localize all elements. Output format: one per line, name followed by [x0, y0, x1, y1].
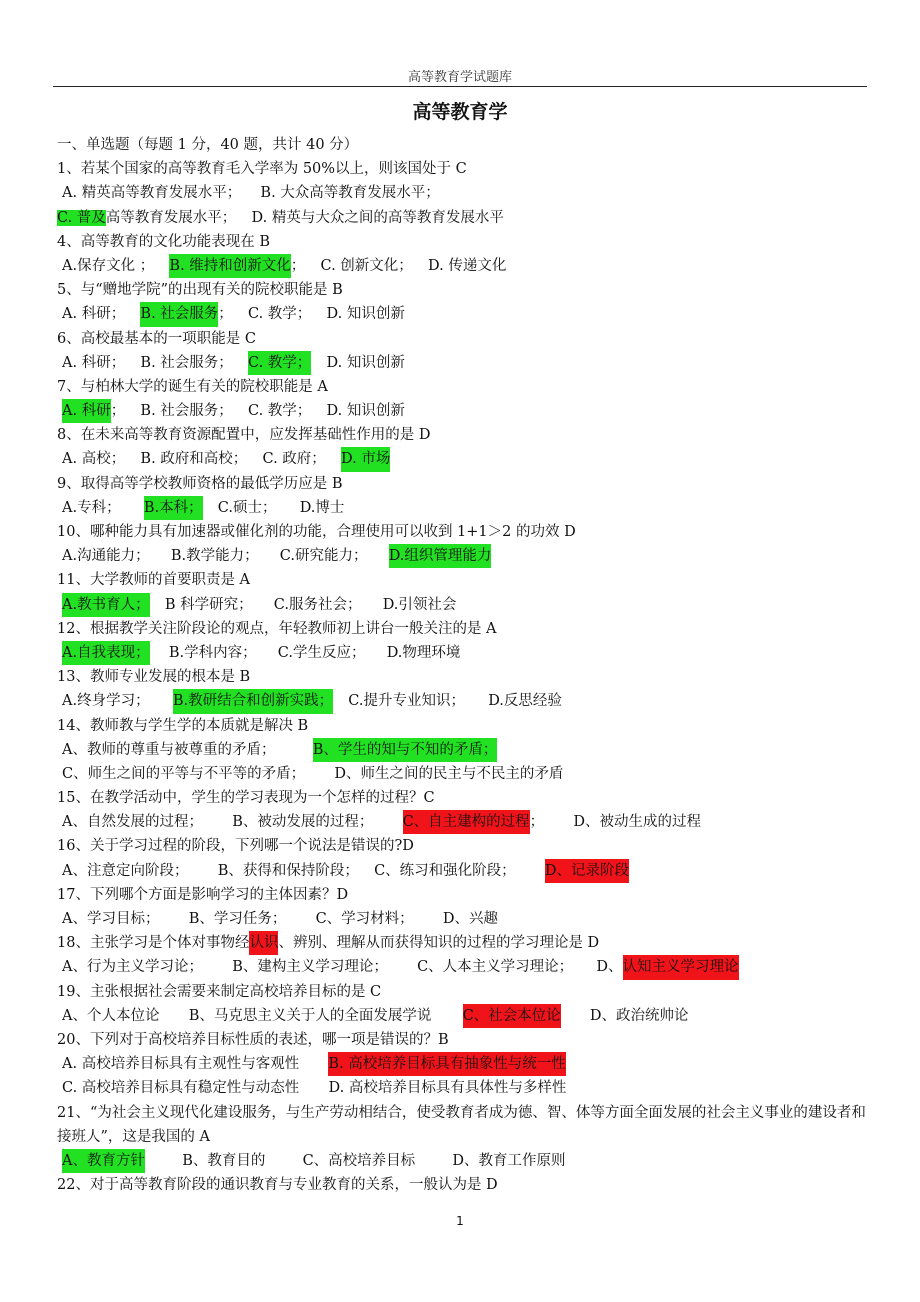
option-d: D、被动生成的过程 — [573, 814, 702, 831]
option-a: A.教书育人； — [62, 593, 150, 617]
question-stem: 10、哪种能力具有加速器或催化剂的功能，合理使用可以收到 1+1＞2 的功效 D — [57, 524, 576, 540]
question-options — [57, 859, 872, 883]
option-b: B、学生的知与不知的矛盾； — [313, 738, 498, 762]
option-d: D. 知识创新 — [326, 306, 405, 323]
option-d: D.博士 — [299, 499, 345, 516]
option-a: A. 科研 — [62, 399, 111, 423]
option-d: D. 传递文化 — [428, 257, 507, 274]
option-c: C. 政府； — [262, 451, 326, 468]
option-b: B. 社会服务； — [140, 354, 233, 371]
option-c: C、自主建构的过程 — [403, 810, 530, 834]
option-c: C、高校培养目标 — [302, 1152, 416, 1169]
option-a: A. 科研； — [62, 306, 126, 323]
question-options — [57, 206, 872, 230]
option-c: C.硕士； — [217, 499, 277, 516]
option-c: C、师生之间的平等与不平等的矛盾； — [62, 765, 306, 782]
option-a: A.沟通能力； — [62, 548, 150, 565]
option-d: D.组织管理能力 — [389, 544, 492, 568]
option-b: B. 维持和创新文化 — [169, 254, 290, 278]
option-d: D.引领社会 — [382, 596, 457, 613]
option-d: D.物理环境 — [386, 644, 461, 661]
option-d: D. 高校培养目标具有具体性与多样性 — [328, 1080, 567, 1097]
question-options — [57, 955, 872, 979]
option-c: C. 创新文化； — [320, 257, 413, 274]
option-a: A. 高校； — [62, 451, 126, 468]
question-stem: 18、主张学习是个体对事物经认识、辨别、理解从而获得知识的过程的学习理论是 D — [57, 931, 872, 955]
option-a: A.自我表现； — [62, 641, 150, 665]
option-b: B. 社会服务 — [140, 302, 218, 326]
option-c-rest: 高等教育发展水平； — [105, 209, 237, 226]
option-a: A、教育方针 — [62, 1149, 145, 1173]
option-a: A. 科研； — [62, 354, 126, 371]
question-options — [57, 496, 872, 520]
option-a: A、学习目标； — [62, 911, 160, 927]
question-stem: 12、根据教学关注阶段论的观点，年轻教师初上讲台一般关注的是 A — [57, 620, 497, 637]
option-c: C. 高校培养目标具有稳定性与动态性 — [62, 1080, 300, 1097]
option-a: A、注意定向阶段； — [62, 862, 189, 879]
question-options — [57, 447, 872, 471]
option-b: B.教研结合和创新实践； — [173, 689, 333, 713]
question-options — [57, 738, 872, 762]
option-b: B. 高校培养目标具有抽象性与统一性 — [328, 1052, 565, 1076]
question-options — [57, 593, 872, 617]
option-d: 认知主义学习理论 — [623, 955, 739, 979]
question-options: A. 科研； B. 社会服务； C. 教学； D. 知识创新 — [57, 399, 872, 423]
option-a: A.保存文化 ； — [62, 257, 155, 274]
question-stem: 22、对于高等教育阶段的通识教育与专业教育的关系，一般认为是 D — [57, 1177, 498, 1194]
question-stem: 21、“为社会主义现代化建设服务，与生产劳动相结合，使受教育者成为德、智、体等方面全面发展的社会主义事业的建设者和接班人”，这是我国的 A — [57, 1104, 866, 1145]
option-b: B、获得和保持阶段； — [217, 862, 359, 879]
question-stem: 4、高等教育的文化功能表现在 B — [57, 233, 270, 250]
running-header: 高等教育学试题库 — [407, 70, 512, 85]
option-c: C、社会本位论 — [463, 1004, 561, 1028]
question-stem: 5、与“赠地学院”的出现有关的院校职能是 B — [57, 282, 343, 299]
option-b: B. 政府和高校； — [140, 451, 248, 468]
option-d-label: D、 — [596, 959, 623, 976]
option-c: C.研究能力； — [279, 548, 368, 565]
option-c: C. 教学； — [248, 403, 312, 420]
option-b: B.学科内容； — [168, 644, 257, 661]
option-a: A、行为主义学习论； — [62, 959, 203, 976]
question-options: A、自然发展的过程； B、被动发展的过程； C、自主建构的过程； D、被动生成的过程 — [57, 810, 872, 834]
question-stem: 20、下列对于高校培养目标性质的表述，哪一项是错误的？B — [57, 1031, 449, 1048]
question-stem: 16、关于学习过程的阶段，下列哪一个说法是错误的?D — [57, 838, 414, 855]
question-stem: 9、取得高等学校教师资格的最低学历应是 B — [57, 475, 343, 492]
option-b: B、教育目的 — [182, 1152, 266, 1169]
question-options — [57, 1149, 872, 1173]
question-options — [57, 1004, 872, 1028]
option-c: C.提升专业知识； — [348, 693, 465, 710]
option-d: D、教育工作原则 — [452, 1152, 566, 1169]
option-d: D. 精英与大众之间的高等教育发展水平 — [251, 209, 504, 226]
question-options — [57, 1076, 872, 1100]
question-stem: 7、与柏林大学的诞生有关的院校职能是 A — [57, 378, 328, 395]
question-options — [57, 641, 872, 665]
question-options — [57, 544, 872, 568]
stem-highlight: 认识 — [249, 931, 278, 955]
option-c-highlight: C. 普及 — [57, 209, 106, 226]
question-stem: 17、下列哪个方面是影响学习的主体因素？D — [57, 886, 349, 903]
question-options — [57, 689, 872, 713]
question-stem: 14、教师教与学生学的本质就是解决 B — [57, 717, 309, 734]
section-heading: 一、单选题（每题 1 分，40 题，共计 40 分） — [57, 137, 359, 153]
option-c: C.学生反应； — [277, 644, 366, 661]
question-options — [57, 762, 872, 786]
option-b: B. 大众高等教育发展水平； — [260, 185, 440, 202]
option-c: C. 教学； — [248, 351, 311, 375]
option-b: B.教学能力； — [170, 548, 259, 565]
question-options — [57, 351, 872, 375]
question-options — [57, 907, 872, 931]
option-a: A. 高校培养目标具有主观性与客观性 — [62, 1056, 300, 1073]
question-stem: 6、高校最基本的一项职能是 C — [57, 330, 256, 347]
option-b: B. 社会服务； — [140, 403, 233, 420]
option-a: A、个人本位论 — [62, 1007, 160, 1024]
option-a: A、教师的尊重与被尊重的矛盾； — [62, 741, 276, 758]
header-rule — [53, 86, 867, 87]
option-b: B、马克思主义关于人的全面发展学说 — [188, 1007, 432, 1024]
option-c: C. 教学； — [248, 306, 312, 323]
option-c: C、学习材料； — [315, 911, 414, 927]
question-options — [57, 181, 872, 205]
option-d: D. 知识创新 — [326, 354, 405, 371]
option-d: D.反思经验 — [488, 693, 562, 710]
option-b: B、被动发展的过程； — [232, 814, 374, 831]
question-options: A. 科研； B. 社会服务； C. 教学； D. 知识创新 — [57, 302, 872, 326]
question-options: A.保存文化 ； B. 维持和创新文化； C. 创新文化； D. 传递文化 — [57, 254, 872, 278]
question-stem: 13、教师专业发展的根本是 B — [57, 669, 251, 686]
question-stem: 11、大学教师的首要职责是 A — [57, 572, 251, 589]
option-b: B、学习任务； — [188, 911, 287, 927]
option-a: A.终身学习； — [62, 693, 150, 710]
option-b: B.本科； — [144, 496, 203, 520]
option-c: C、练习和强化阶段； — [374, 862, 516, 879]
option-d: D、政治统帅论 — [589, 1007, 689, 1024]
option-a: A、自然发展的过程； — [62, 814, 203, 831]
option-a: A.专科； — [62, 499, 121, 516]
option-c: C.服务社会； — [273, 596, 362, 613]
question-stem: 1、若某个国家的高等教育毛入学率为 50%以上，则该国处于 C — [57, 161, 467, 178]
question-list — [57, 133, 872, 1197]
page-number: 1 — [456, 1214, 464, 1228]
question-options — [57, 1052, 872, 1076]
question-stem: 15、在教学活动中，学生的学习表现为一个怎样的过程？C — [57, 790, 435, 807]
option-d: D、兴趣 — [442, 911, 499, 927]
option-a: A. 精英高等教育发展水平； — [62, 185, 242, 202]
question-stem: 8、在未来高等教育资源配置中，应发挥基础性作用的是 D — [57, 427, 431, 444]
option-d: D、记录阶段 — [545, 859, 629, 883]
document-title: 高等教育学 — [412, 101, 508, 123]
option-c: C、人本主义学习理论； — [417, 959, 574, 976]
option-d: D. 知识创新 — [326, 403, 405, 420]
option-b: B 科学研究； — [164, 596, 253, 613]
question-stem: 19、主张根据社会需要来制定高校培养目标的是 C — [57, 983, 382, 1000]
option-d: D、师生之间的民主与不民主的矛盾 — [334, 765, 564, 782]
option-d: D. 市场 — [341, 447, 390, 471]
option-b: B、建构主义学习理论； — [232, 959, 388, 976]
